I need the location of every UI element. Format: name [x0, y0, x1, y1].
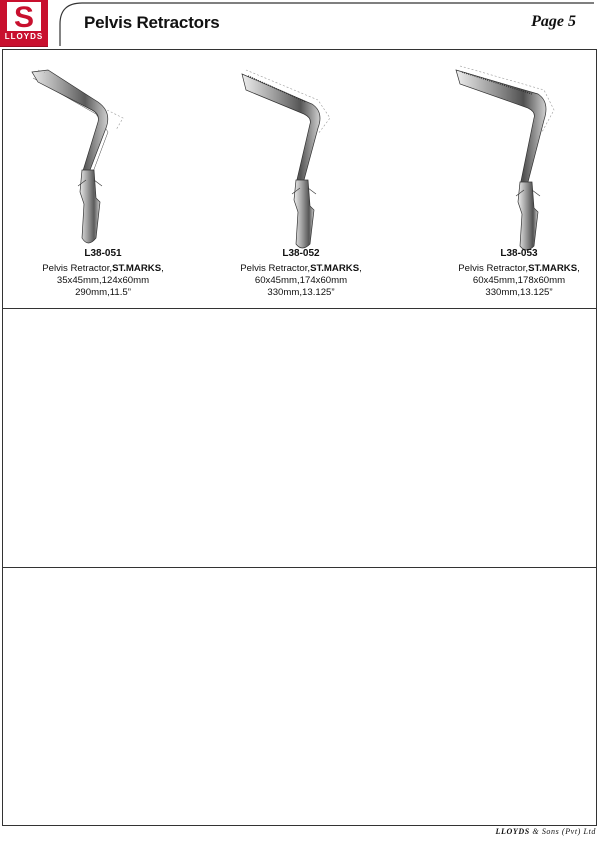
product-length: 290mm,11.5”	[75, 287, 131, 298]
retractor-image	[424, 62, 600, 252]
lloyds-logo	[0, 0, 48, 47]
logo-wordmark: LLOYDS	[4, 32, 44, 41]
product-name: Pelvis Retractor,	[42, 263, 113, 274]
product-description: Pelvis Retractor,ST.MARKS, 60x45mm,178x60mm 330mm,13.125”	[458, 263, 580, 298]
page-title: Pelvis Retractors	[84, 13, 220, 32]
product-code: L38-051	[84, 248, 122, 259]
product-brand: ST.MARKS	[528, 263, 578, 274]
empty-panel-2	[2, 309, 597, 568]
page-number: Page 5	[531, 13, 576, 30]
product-length: 330mm,13.125”	[485, 287, 553, 298]
retractor-image	[8, 62, 198, 252]
product-panel-1	[2, 49, 597, 309]
product-code: L38-053	[500, 248, 538, 259]
svg-text:S: S	[13, 1, 35, 32]
product-name: Pelvis Retractor,	[240, 263, 311, 274]
product-size: 35x45mm,124x60mm	[56, 275, 150, 286]
retractor-image	[206, 62, 396, 252]
page-header	[0, 0, 600, 48]
product-name: Pelvis Retractor,	[458, 263, 529, 274]
product-description: Pelvis Retractor,ST.MARKS, 35x45mm,124x60mm 290mm,11.5”	[42, 263, 164, 298]
product-brand: ST.MARKS	[112, 263, 162, 274]
product-description: Pelvis Retractor,ST.MARKS, 60x45mm,174x60mm 330mm,13.125”	[240, 263, 362, 298]
product-card	[424, 50, 600, 308]
footer-company	[496, 827, 596, 836]
footer-suffix: & Sons (Pvt) Ltd	[529, 827, 596, 836]
product-length: 330mm,13.125”	[267, 287, 335, 298]
footer-brand: LLOYDS	[495, 827, 530, 836]
s-logo-icon	[6, 1, 42, 32]
product-brand: ST.MARKS	[310, 263, 360, 274]
product-size: 60x45mm,174x60mm	[254, 275, 348, 286]
svg-text:·: ·	[44, 70, 46, 75]
product-code: L38-052	[282, 248, 320, 259]
product-card	[8, 50, 198, 308]
product-card	[206, 50, 396, 308]
empty-panel-3	[2, 568, 597, 826]
product-size: 60x45mm,178x60mm	[472, 275, 566, 286]
